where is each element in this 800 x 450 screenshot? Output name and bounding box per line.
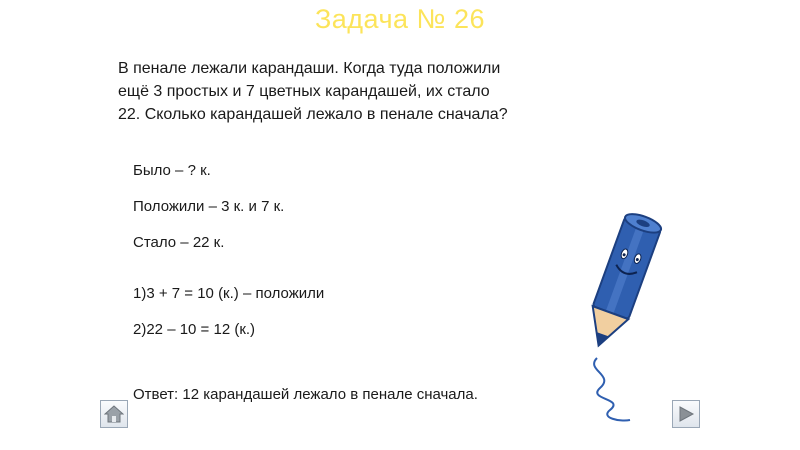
- play-next-icon: [676, 404, 696, 424]
- squiggle-line: [594, 358, 630, 421]
- problem-text: В пенале лежали карандаши. Когда туда положили ещё 3 простых и 7 цветных карандашей, их стало 22. Сколько карандашей лежало в пенале сначала?: [118, 60, 508, 123]
- next-button[interactable]: [672, 400, 700, 428]
- answer-label: Ответ:: [133, 386, 179, 403]
- solution-step-1: 1)3 + 7 = 10 (к.) – положили: [133, 285, 325, 302]
- condition-was: Было – ? к.: [133, 162, 211, 179]
- condition-became: Стало – 22 к.: [133, 234, 225, 251]
- page-title: Задача № 26: [314, 4, 486, 34]
- home-icon: [104, 404, 124, 424]
- answer-text: 12 карандашей лежало в пенале сначала.: [182, 386, 478, 403]
- solution-step-2: 2)22 – 10 = 12 (к.): [133, 321, 256, 338]
- pencil-illustration: [555, 200, 675, 425]
- home-button[interactable]: [100, 400, 128, 428]
- answer-block: [133, 384, 513, 406]
- condition-added: Положили – 3 к. и 7 к.: [133, 198, 285, 215]
